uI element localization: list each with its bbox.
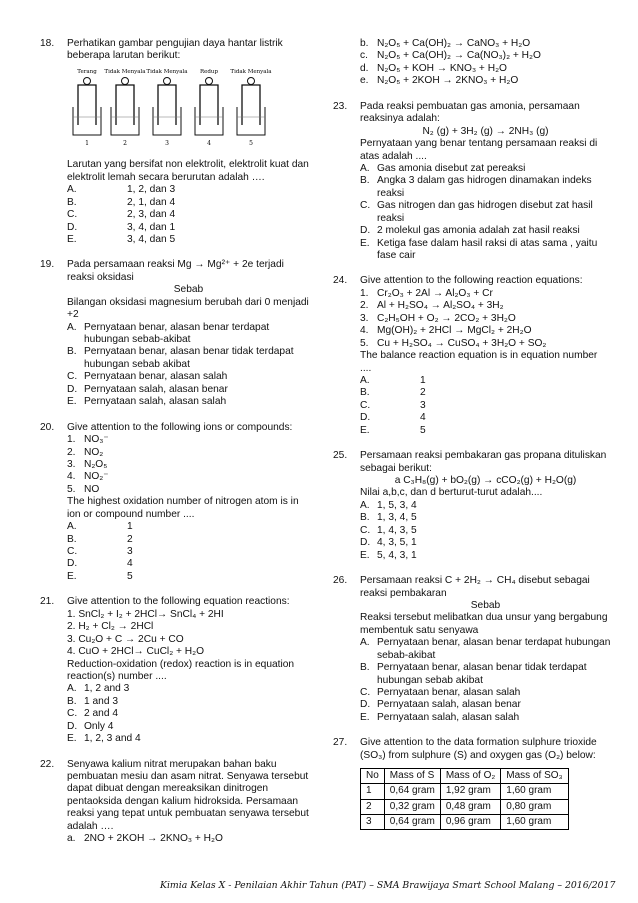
question-row — [40, 422, 310, 584]
option-text: Pernyataan benar, alasan benar terdapat hubungan sebab-akibat — [377, 637, 611, 661]
equation-line: 4. CuO + 2HCl→ CuCl₂ + H₂O — [67, 646, 204, 658]
option-label: 5. — [360, 337, 369, 349]
option-label: 1. — [360, 287, 369, 299]
question-text: Bilangan oksidasi magnesium berubah dari 0 menjadi +2 — [67, 296, 309, 321]
question — [333, 38, 611, 88]
option-label: D. — [67, 558, 78, 570]
option-label: 3. — [67, 458, 76, 470]
option-list — [67, 683, 310, 745]
option-text: NO₂ — [84, 446, 104, 458]
question — [40, 422, 310, 584]
option-list — [67, 322, 310, 409]
option-item — [360, 412, 611, 424]
wire — [158, 85, 176, 125]
option-label: D. — [360, 537, 371, 549]
question — [333, 575, 611, 724]
table-cell: 0,32 gram — [384, 799, 440, 814]
option-item — [67, 471, 310, 483]
question-body — [67, 596, 310, 745]
figure-number: 2 — [123, 139, 127, 147]
option-text: 1, 5, 3, 4 — [377, 499, 417, 511]
question — [40, 759, 310, 846]
question-number: 24. — [333, 275, 348, 287]
option-text: N₂O₅ + 2KOH → 2KNO₃ + H₂O — [377, 75, 519, 87]
option-label: E. — [360, 549, 370, 561]
option-text: 2 molekul gas amonia adalah zat hasil reaksi — [377, 225, 580, 237]
option-label: 1. — [67, 434, 76, 446]
option-item — [67, 696, 310, 708]
option-label: a. — [67, 833, 76, 845]
centered-line: N₂ (g) + 3H₂ (g) → 2NH₃ (g) — [422, 125, 549, 137]
question-number: 27. — [333, 737, 348, 749]
option-text: Pernyataan benar, alasan salah — [84, 371, 228, 383]
option-label: A. — [67, 184, 77, 196]
option-list — [360, 637, 611, 724]
question-body — [360, 737, 611, 830]
option-item — [360, 163, 611, 175]
wire — [242, 85, 260, 125]
option-text: Gas nitrogen dan gas hidrogen disebut zat hasil reaksi — [377, 200, 593, 224]
option-text: N₂O₅ + KOH → KNO₃ + H₂O — [377, 62, 507, 74]
option-item — [360, 38, 611, 50]
option-label: B. — [67, 346, 77, 358]
question — [333, 275, 611, 437]
option-item — [360, 712, 611, 724]
table-header-cell: Mass of S — [384, 769, 440, 784]
question — [333, 101, 611, 263]
equation-line: 3. Cu₂O + C → 2Cu + CO — [67, 633, 184, 645]
question-row — [333, 737, 611, 830]
option-label: 4. — [360, 325, 369, 337]
question-number: 21. — [40, 596, 55, 608]
question-body — [67, 259, 310, 408]
option-item — [67, 234, 310, 246]
option-text: 1, 2, 3 and 4 — [84, 733, 141, 745]
option-label: D. — [67, 720, 78, 732]
option-list — [360, 163, 611, 263]
option-item — [67, 571, 310, 583]
beaker — [111, 107, 139, 135]
data-table — [360, 768, 569, 830]
bulb-icon — [84, 77, 91, 84]
option-item — [360, 238, 611, 263]
wire — [200, 85, 218, 125]
option-label: e. — [360, 75, 369, 87]
table-header-cell: No — [361, 769, 385, 784]
question-body — [360, 575, 611, 724]
bulb-icon — [248, 77, 255, 84]
question-body — [360, 275, 611, 437]
table-cell: 0,64 gram — [384, 814, 440, 829]
option-label: E. — [360, 711, 370, 723]
figure-top-label: Terang — [77, 68, 97, 75]
option-list — [360, 375, 611, 437]
question-number: 18. — [40, 38, 55, 49]
option-text: 1 and 3 — [84, 695, 118, 707]
option-item — [360, 288, 611, 300]
option-label: 2. — [360, 300, 369, 312]
option-text: 2 and 4 — [84, 708, 118, 720]
option-list — [360, 38, 611, 88]
table-cell: 2 — [361, 799, 385, 814]
bulb-icon — [122, 77, 129, 84]
option-list — [67, 521, 310, 583]
option-item — [360, 75, 611, 87]
option-list — [360, 500, 611, 562]
beaker — [73, 107, 101, 135]
option-text: Cu + H₂SO₄ → CuSO₄ + 3H₂O + SO₂ — [377, 337, 547, 349]
option-text: Pernyataan benar, alasan benar tidak terdapat hubungan sebab akibat — [84, 346, 294, 370]
option-label: A. — [360, 374, 370, 386]
option-list — [360, 288, 611, 350]
option-text: 2 — [127, 533, 133, 545]
option-item — [360, 175, 611, 200]
option-item — [67, 546, 310, 558]
figure-top-label: Tidak Menyala — [104, 68, 146, 75]
option-item — [67, 396, 310, 408]
option-label: c. — [360, 50, 368, 62]
question — [40, 596, 310, 745]
question-body — [67, 759, 310, 846]
question — [40, 259, 310, 408]
question-text: Give attention to the following reaction equations: — [360, 275, 583, 287]
figure-top-label: Tidak Menyala — [146, 68, 188, 75]
option-item — [360, 200, 611, 225]
option-text: Pernyataan benar, alasan salah — [377, 687, 521, 698]
option-text: Pernyataan salah, alasan benar — [377, 699, 521, 711]
question — [40, 38, 310, 246]
option-item — [360, 313, 611, 325]
option-text: 1 — [420, 374, 426, 386]
option-text: Cr₂O₃ + 2Al → Al₂O₃ + Cr — [377, 287, 493, 299]
option-label: B. — [360, 512, 370, 524]
option-text: C₂H₅OH + O₂ → 2CO₂ + 3H₂O — [377, 312, 516, 324]
option-text: Pernyataan benar, alasan benar tidak terdapat hubungan sebab akibat — [377, 662, 587, 686]
option-item — [360, 425, 611, 437]
option-item — [360, 525, 611, 537]
table-cell: 3 — [361, 814, 385, 829]
question-number: 19. — [40, 259, 55, 271]
beaker — [153, 107, 181, 135]
option-item — [67, 683, 310, 695]
option-list — [67, 434, 310, 496]
option-label: B. — [67, 695, 77, 707]
option-label: C. — [360, 524, 371, 536]
question-row — [40, 596, 310, 745]
figure-top-label: Redup — [200, 68, 218, 75]
option-label: b. — [360, 38, 369, 49]
centered-line: Sebab — [470, 599, 501, 611]
option-label: C. — [360, 399, 371, 411]
question-text: Senyawa kalium nitrat merupakan bahan baku pembuatan mesiu dan asam nitrat. Senyawa tersebut dapat dibuat dengan mereaksikan dinitrogen pentaoksida dengan kalium hidroksida. Persamaan reaksi yang tepat untuk pembuatan senyawa tersebut adalah …. — [67, 758, 309, 832]
question-text: Larutan yang bersifat non elektrolit, elektrolit kuat dan elektrolit lemah secara berurutan adalah …. — [67, 159, 309, 183]
option-label: C. — [67, 371, 78, 383]
table-header-cell: Mass of SO₃ — [501, 769, 568, 784]
option-label: A. — [360, 637, 370, 649]
table-cell: 1 — [361, 784, 385, 799]
option-text: 1, 3, 4, 5 — [377, 512, 417, 524]
question-text: Reduction-oxidation (redox) reaction is in equation reaction(s) number .... — [67, 658, 295, 682]
option-text: 5 — [127, 570, 133, 582]
option-item — [360, 550, 611, 562]
option-text: NO₂⁻ — [84, 471, 109, 483]
option-label: A. — [67, 321, 77, 333]
option-text: Ketiga fase dalam hasil raksi di atas sama , yaitu fase cair — [377, 237, 598, 261]
option-label: A. — [360, 499, 370, 511]
option-item — [67, 371, 310, 383]
question-body — [360, 101, 611, 263]
table-cell: 0,96 gram — [440, 814, 500, 829]
question-row — [40, 759, 310, 846]
question — [333, 450, 611, 562]
option-item — [67, 222, 310, 234]
option-label: C. — [67, 708, 78, 720]
table-cell: 1,60 gram — [501, 784, 568, 799]
option-label: D. — [360, 699, 371, 711]
option-label: E. — [67, 733, 77, 745]
question-row — [333, 575, 611, 724]
option-label: B. — [67, 533, 77, 545]
question-text: The highest oxidation number of nitrogen atom is in ion or compound number .... — [67, 496, 299, 520]
question-number: 20. — [40, 421, 55, 433]
question-body — [67, 38, 310, 246]
equation-line: 1. SnCl₂ + I₂ + 2HCl→ SnCl₄ + 2HI — [67, 608, 224, 620]
option-text: Mg(OH)₂ + 2HCl → MgCl₂ + 2H₂O — [377, 325, 532, 337]
option-item — [360, 687, 611, 699]
option-label: D. — [360, 225, 371, 237]
centered-line: Sebab — [173, 284, 204, 296]
question-row — [40, 38, 310, 246]
option-item — [360, 512, 611, 524]
option-text: Pernyataan salah, alasan salah — [84, 396, 227, 408]
table-cell: 1,60 gram — [501, 814, 568, 829]
option-item — [67, 459, 310, 471]
option-text: 2, 3, dan 4 — [127, 209, 176, 221]
table-cell: 1,92 gram — [440, 784, 500, 799]
option-item — [67, 708, 310, 720]
option-item — [67, 721, 310, 733]
equation-line: 2. H₂ + Cl₂ → 2HCl — [67, 621, 154, 633]
option-text: 4, 3, 5, 1 — [377, 537, 417, 549]
option-list — [67, 184, 310, 246]
question-body — [360, 450, 611, 562]
option-text: NO — [84, 483, 100, 495]
question-text: Give attention to the data formation sulphure trioxide (SO₃) from sulphure (S) and oxygen gas (O₂) below: — [360, 737, 597, 761]
option-item — [67, 346, 310, 371]
question-row — [333, 450, 611, 562]
right-column — [333, 38, 611, 843]
table-row — [361, 799, 569, 814]
page-footer: Kimia Kelas X - Penilaian Akhir Tahun (PAT) – SMA Brawijaya Smart School Malang – 2016/2017 — [160, 880, 616, 891]
option-item — [360, 325, 611, 337]
question-text: Pernyataan yang benar tentang persamaan reaksi di atas adalah .... — [360, 138, 598, 162]
question-row — [333, 275, 611, 437]
option-label: C. — [360, 200, 371, 212]
question-row — [40, 259, 310, 408]
option-item — [360, 537, 611, 549]
option-item — [360, 63, 611, 75]
option-text: 4 — [127, 558, 133, 570]
option-item — [67, 534, 310, 546]
option-item — [360, 500, 611, 512]
question-text: Give attention to the following equation reactions: — [67, 596, 290, 608]
option-label: C. — [360, 687, 371, 698]
option-text: 1 — [127, 521, 133, 533]
question-number: 22. — [40, 758, 55, 770]
question-text: Reaksi tersebut melibatkan dua unsur yang bergabung membentuk satu senyawa — [360, 612, 608, 636]
option-text: 1, 4, 3, 5 — [377, 524, 417, 536]
option-text: NO₃⁻ — [84, 434, 109, 446]
option-text: 2, 1, dan 4 — [127, 196, 176, 208]
option-label: A. — [67, 521, 77, 533]
conductivity-test-figure — [67, 65, 277, 147]
option-label: 5. — [67, 483, 76, 495]
option-item — [67, 558, 310, 570]
option-item — [360, 300, 611, 312]
option-label: C. — [67, 546, 78, 557]
option-label: 3. — [360, 312, 369, 324]
option-label: 2. — [67, 446, 76, 458]
question-body — [67, 422, 310, 584]
question-text: Persamaan reaksi pembakaran gas propana dituliskan sebagai berikut: — [360, 450, 607, 474]
table-cell: 0,48 gram — [440, 799, 500, 814]
option-label: D. — [67, 383, 78, 395]
option-label: B. — [360, 387, 370, 399]
left-column — [40, 38, 310, 859]
option-text: 4 — [420, 412, 426, 424]
table-row — [361, 814, 569, 829]
option-text: 3 — [420, 399, 426, 411]
option-item — [360, 662, 611, 687]
figure-number: 5 — [249, 139, 253, 147]
question-text: Persamaan reaksi C + 2H₂ → CH₄ disebut sebagai reaksi pembakaran — [360, 575, 590, 599]
bulb-icon — [164, 77, 171, 84]
table-header-cell: Mass of O₂ — [440, 769, 500, 784]
option-item — [67, 833, 310, 845]
option-text: Only 4 — [84, 720, 114, 732]
option-text: Al + H₂SO₄ → Al₂SO₄ + 3H₂ — [377, 300, 504, 312]
option-label: E. — [67, 233, 77, 245]
option-label: 4. — [67, 471, 76, 483]
option-label: E. — [67, 570, 77, 582]
question — [333, 737, 611, 830]
option-item — [67, 521, 310, 533]
bulb-icon — [206, 77, 213, 84]
table-cell: 0,64 gram — [384, 784, 440, 799]
option-text: 1, 2, dan 3 — [127, 184, 176, 196]
option-label: D. — [360, 412, 371, 424]
figure-top-label: Tidak Menyala — [230, 68, 272, 75]
question-text: Nilai a,b,c, dan d berturut-turut adalah.... — [360, 487, 543, 499]
option-text: 3, 4, dan 5 — [127, 233, 176, 245]
question-number: 26. — [333, 575, 348, 587]
option-text: N₂O₅ + Ca(OH)₂ → Ca(NO₃)₂ + H₂O — [377, 50, 541, 62]
beaker — [237, 107, 265, 135]
figure-number: 3 — [165, 139, 169, 147]
option-text: 5 — [420, 424, 426, 436]
option-label: E. — [360, 424, 370, 436]
option-label: d. — [360, 62, 369, 74]
question-text: Give attention to the following ions or compounds: — [67, 421, 293, 433]
table-header-row — [361, 769, 569, 784]
question-number: 25. — [333, 450, 348, 462]
option-item — [360, 387, 611, 399]
option-label: C. — [67, 209, 78, 221]
option-label: B. — [360, 175, 370, 187]
question-row — [333, 38, 611, 88]
option-item — [67, 733, 310, 745]
question-number — [333, 38, 360, 88]
option-label: B. — [67, 196, 77, 208]
option-text: Pernyataan benar, alasan benar terdapat hubungan sebab-akibat — [84, 321, 270, 345]
option-text: Gas amonia disebut zat pereaksi — [377, 162, 526, 174]
option-text: Pernyataan salah, alasan benar — [84, 383, 228, 395]
option-text: N₂O₅ + Ca(OH)₂ → CaNO₃ + H₂O — [377, 38, 531, 49]
option-item — [360, 637, 611, 662]
wire — [116, 85, 134, 125]
question-text: Pada reaksi pembuatan gas amonia, persamaan reaksinya adalah: — [360, 100, 580, 125]
option-item — [360, 400, 611, 412]
question-row — [333, 101, 611, 263]
table-cell: 0,80 gram — [501, 799, 568, 814]
option-item — [360, 225, 611, 237]
wire — [78, 85, 96, 125]
option-item — [67, 322, 310, 347]
option-item — [360, 375, 611, 387]
option-item — [67, 197, 310, 209]
option-item — [360, 50, 611, 62]
table-row — [361, 784, 569, 799]
figure-number: 1 — [85, 139, 89, 147]
question-text: The balance reaction equation is in equation number .... — [360, 350, 598, 374]
option-text: Pernyataan salah, alasan salah — [377, 711, 520, 723]
option-text: 1, 2 and 3 — [84, 683, 130, 695]
option-item — [67, 447, 310, 459]
option-label: A. — [67, 683, 77, 695]
option-text: 3, 4, dan 1 — [127, 221, 176, 233]
option-item — [67, 209, 310, 221]
question-body — [360, 38, 611, 88]
option-text: 5, 4, 3, 1 — [377, 549, 417, 561]
option-item — [67, 484, 310, 496]
option-item — [360, 338, 611, 350]
option-text: 2NO + 2KOH → 2KNO₃ + H₂O — [84, 833, 223, 845]
option-label: E. — [67, 396, 77, 408]
option-label: B. — [360, 662, 370, 674]
question-text: Perhatikan gambar pengujian daya hantar listrik beberapa larutan berikut: — [67, 38, 283, 62]
option-item — [67, 384, 310, 396]
question-number: 23. — [333, 100, 348, 112]
figure-number: 4 — [207, 139, 211, 147]
option-label: A. — [360, 162, 370, 174]
option-list — [67, 833, 310, 845]
option-item — [360, 699, 611, 711]
option-text: N₂O₅ — [84, 458, 108, 470]
option-text: 3 — [127, 546, 133, 557]
option-item — [67, 434, 310, 446]
option-label: E. — [360, 237, 370, 249]
option-text: Angka 3 dalam gas hidrogen dinamakan indeks reaksi — [377, 175, 592, 199]
question-text: Pada persamaan reaksi Mg → Mg²⁺ + 2e terjadi reaksi oksidasi — [67, 259, 284, 283]
option-label: D. — [67, 221, 78, 233]
beaker — [195, 107, 223, 135]
centered-line: a C₃H₈(g) + bO₂(g) → cCO₂(g) + H₂O(g) — [394, 475, 577, 486]
option-text: 2 — [420, 387, 426, 399]
option-item — [67, 184, 310, 196]
